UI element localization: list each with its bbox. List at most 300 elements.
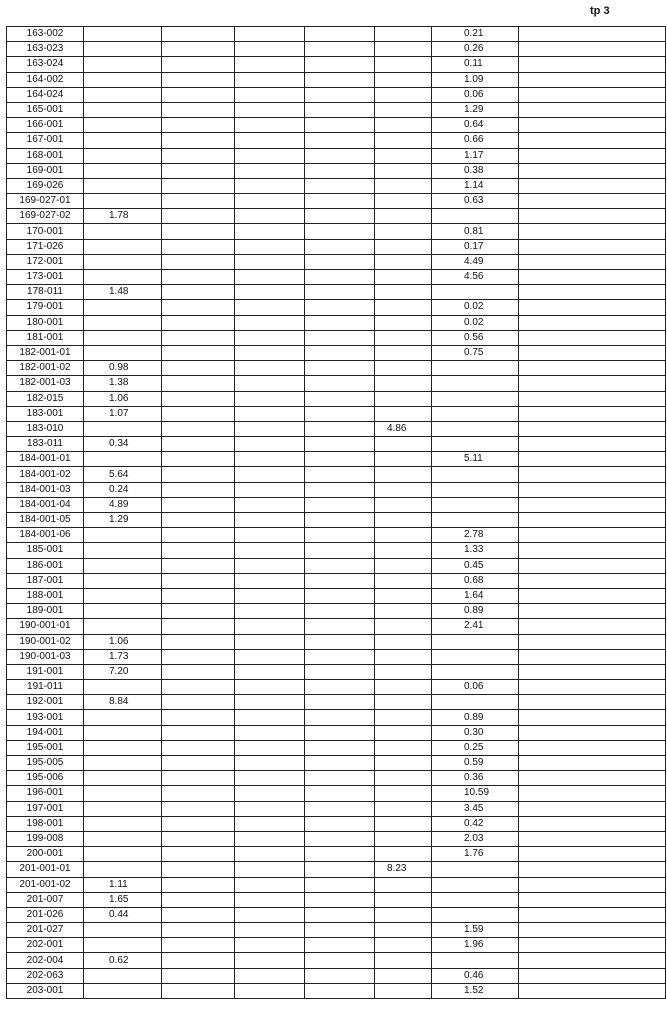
value-column-1-cell xyxy=(84,118,162,133)
value-column-5-cell xyxy=(375,452,432,467)
value-column-5-cell xyxy=(375,907,432,922)
table-row xyxy=(7,497,666,512)
empty-column-4-cell xyxy=(305,588,375,603)
value-column-6-cell: 0.63 xyxy=(432,194,519,209)
empty-column-7-cell xyxy=(519,938,666,953)
parcel-code-cell: 184-001-05 xyxy=(7,513,84,528)
value-column-6-cell: 0.42 xyxy=(432,816,519,831)
value-column-1-cell: 1.65 xyxy=(84,892,162,907)
value-column-1-cell xyxy=(84,163,162,178)
table-row xyxy=(7,72,666,87)
value-column-1-cell xyxy=(84,330,162,345)
value-column-5-cell xyxy=(375,573,432,588)
value-column-5-cell xyxy=(375,437,432,452)
empty-column-3-cell xyxy=(235,254,305,269)
empty-column-7-cell xyxy=(519,300,666,315)
table-row xyxy=(7,573,666,588)
empty-column-3-cell xyxy=(235,877,305,892)
empty-column-2-cell xyxy=(162,391,235,406)
empty-column-7-cell xyxy=(519,983,666,998)
value-column-5-cell xyxy=(375,619,432,634)
table-row xyxy=(7,968,666,983)
value-column-6-cell: 0.06 xyxy=(432,87,519,102)
value-column-1-cell: 1.07 xyxy=(84,406,162,421)
empty-column-4-cell xyxy=(305,421,375,436)
parcel-code-cell: 185-001 xyxy=(7,543,84,558)
parcel-code-cell: 183-010 xyxy=(7,421,84,436)
empty-column-4-cell xyxy=(305,816,375,831)
empty-column-2-cell xyxy=(162,588,235,603)
empty-column-4-cell xyxy=(305,831,375,846)
empty-column-2-cell xyxy=(162,634,235,649)
parcel-code-cell: 169-027-01 xyxy=(7,194,84,209)
empty-column-3-cell xyxy=(235,740,305,755)
table-row xyxy=(7,983,666,998)
table-row xyxy=(7,102,666,117)
value-column-6-cell: 2.78 xyxy=(432,528,519,543)
empty-column-7-cell xyxy=(519,634,666,649)
value-column-6-cell: 1.09 xyxy=(432,72,519,87)
parcel-code-cell: 169-027-02 xyxy=(7,209,84,224)
empty-column-2-cell xyxy=(162,756,235,771)
empty-column-3-cell xyxy=(235,725,305,740)
value-column-5-cell xyxy=(375,87,432,102)
value-column-6-cell: 1.14 xyxy=(432,178,519,193)
table-row xyxy=(7,361,666,376)
empty-column-4-cell xyxy=(305,634,375,649)
empty-column-2-cell xyxy=(162,831,235,846)
empty-column-2-cell xyxy=(162,376,235,391)
value-column-5-cell xyxy=(375,118,432,133)
empty-column-3-cell xyxy=(235,558,305,573)
value-column-6-cell: 0.02 xyxy=(432,315,519,330)
value-column-1-cell xyxy=(84,300,162,315)
empty-column-4-cell xyxy=(305,178,375,193)
parcel-code-cell: 188-001 xyxy=(7,588,84,603)
empty-column-4-cell xyxy=(305,300,375,315)
empty-column-4-cell xyxy=(305,862,375,877)
empty-column-4-cell xyxy=(305,664,375,679)
value-column-5-cell xyxy=(375,847,432,862)
parcel-code-cell: 192-001 xyxy=(7,695,84,710)
empty-column-3-cell xyxy=(235,482,305,497)
table-row xyxy=(7,330,666,345)
value-column-6-cell: 10.59 xyxy=(432,786,519,801)
value-column-1-cell xyxy=(84,42,162,57)
table-row xyxy=(7,877,666,892)
parcel-code-cell: 201-001-01 xyxy=(7,862,84,877)
empty-column-3-cell xyxy=(235,649,305,664)
empty-column-7-cell xyxy=(519,467,666,482)
table-row xyxy=(7,862,666,877)
empty-column-4-cell xyxy=(305,239,375,254)
empty-column-3-cell xyxy=(235,923,305,938)
value-column-6-cell xyxy=(432,695,519,710)
table-row xyxy=(7,406,666,421)
value-column-5-cell xyxy=(375,816,432,831)
value-column-6-cell: 1.17 xyxy=(432,148,519,163)
table-row xyxy=(7,588,666,603)
empty-column-2-cell xyxy=(162,923,235,938)
table-row xyxy=(7,133,666,148)
table-row xyxy=(7,345,666,360)
value-column-5-cell xyxy=(375,361,432,376)
value-column-6-cell xyxy=(432,664,519,679)
parcel-code-cell: 198-001 xyxy=(7,816,84,831)
value-column-5-cell xyxy=(375,528,432,543)
value-column-6-cell: 4.49 xyxy=(432,254,519,269)
empty-column-3-cell xyxy=(235,847,305,862)
empty-column-3-cell xyxy=(235,42,305,57)
empty-column-3-cell xyxy=(235,133,305,148)
empty-column-4-cell xyxy=(305,968,375,983)
table-row xyxy=(7,938,666,953)
empty-column-3-cell xyxy=(235,224,305,239)
parcel-code-cell: 169-026 xyxy=(7,178,84,193)
empty-column-2-cell xyxy=(162,406,235,421)
value-column-5-cell xyxy=(375,771,432,786)
value-column-5-cell xyxy=(375,786,432,801)
value-column-5-cell xyxy=(375,163,432,178)
value-column-1-cell xyxy=(84,847,162,862)
empty-column-2-cell xyxy=(162,437,235,452)
value-column-5-cell xyxy=(375,406,432,421)
table-row xyxy=(7,786,666,801)
empty-column-7-cell xyxy=(519,163,666,178)
value-column-6-cell: 1.96 xyxy=(432,938,519,953)
table-row xyxy=(7,756,666,771)
empty-column-7-cell xyxy=(519,588,666,603)
parcel-code-cell: 183-001 xyxy=(7,406,84,421)
value-column-5-cell xyxy=(375,923,432,938)
value-column-1-cell xyxy=(84,57,162,72)
empty-column-7-cell xyxy=(519,907,666,922)
parcel-table-body xyxy=(7,27,666,999)
empty-column-2-cell xyxy=(162,771,235,786)
empty-column-4-cell xyxy=(305,209,375,224)
empty-column-4-cell xyxy=(305,467,375,482)
parcel-code-cell: 186-001 xyxy=(7,558,84,573)
value-column-1-cell: 0.24 xyxy=(84,482,162,497)
value-column-6-cell: 2.41 xyxy=(432,619,519,634)
table-row xyxy=(7,391,666,406)
value-column-1-cell xyxy=(84,224,162,239)
value-column-6-cell: 0.38 xyxy=(432,163,519,178)
value-column-6-cell xyxy=(432,391,519,406)
empty-column-3-cell xyxy=(235,801,305,816)
empty-column-7-cell xyxy=(519,87,666,102)
value-column-6-cell: 0.68 xyxy=(432,573,519,588)
parcel-code-cell: 171-026 xyxy=(7,239,84,254)
table-row xyxy=(7,421,666,436)
value-column-6-cell: 1.76 xyxy=(432,847,519,862)
table-row xyxy=(7,528,666,543)
empty-column-7-cell xyxy=(519,847,666,862)
empty-column-7-cell xyxy=(519,543,666,558)
empty-column-2-cell xyxy=(162,664,235,679)
value-column-6-cell: 0.59 xyxy=(432,756,519,771)
value-column-5-cell xyxy=(375,983,432,998)
empty-column-3-cell xyxy=(235,953,305,968)
empty-column-3-cell xyxy=(235,102,305,117)
empty-column-4-cell xyxy=(305,376,375,391)
empty-column-4-cell xyxy=(305,619,375,634)
table-row xyxy=(7,831,666,846)
empty-column-3-cell xyxy=(235,345,305,360)
parcel-code-cell: 184-001-01 xyxy=(7,452,84,467)
empty-column-7-cell xyxy=(519,923,666,938)
empty-column-2-cell xyxy=(162,695,235,710)
table-row xyxy=(7,376,666,391)
value-column-5-cell xyxy=(375,270,432,285)
value-column-5-cell xyxy=(375,345,432,360)
empty-column-2-cell xyxy=(162,57,235,72)
empty-column-4-cell xyxy=(305,270,375,285)
empty-column-7-cell xyxy=(519,482,666,497)
table-row xyxy=(7,27,666,42)
empty-column-2-cell xyxy=(162,513,235,528)
parcel-code-cell: 191-001 xyxy=(7,664,84,679)
value-column-5-cell xyxy=(375,133,432,148)
parcel-code-cell: 170-001 xyxy=(7,224,84,239)
table-row xyxy=(7,194,666,209)
table-row xyxy=(7,285,666,300)
value-column-1-cell xyxy=(84,345,162,360)
empty-column-7-cell xyxy=(519,452,666,467)
empty-column-2-cell xyxy=(162,285,235,300)
value-column-1-cell xyxy=(84,710,162,725)
empty-column-3-cell xyxy=(235,938,305,953)
empty-column-4-cell xyxy=(305,102,375,117)
empty-column-4-cell xyxy=(305,558,375,573)
empty-column-3-cell xyxy=(235,983,305,998)
empty-column-2-cell xyxy=(162,968,235,983)
empty-column-3-cell xyxy=(235,178,305,193)
table-row xyxy=(7,42,666,57)
table-row xyxy=(7,634,666,649)
value-column-5-cell xyxy=(375,634,432,649)
value-column-5-cell xyxy=(375,224,432,239)
empty-column-4-cell xyxy=(305,725,375,740)
value-column-1-cell xyxy=(84,528,162,543)
value-column-1-cell xyxy=(84,801,162,816)
table-row xyxy=(7,452,666,467)
empty-column-7-cell xyxy=(519,209,666,224)
empty-column-7-cell xyxy=(519,604,666,619)
value-column-5-cell xyxy=(375,482,432,497)
value-column-1-cell: 0.44 xyxy=(84,907,162,922)
value-column-5-cell xyxy=(375,710,432,725)
empty-column-7-cell xyxy=(519,831,666,846)
empty-column-7-cell xyxy=(519,330,666,345)
table-row xyxy=(7,801,666,816)
empty-column-4-cell xyxy=(305,983,375,998)
value-column-6-cell: 0.17 xyxy=(432,239,519,254)
empty-column-3-cell xyxy=(235,573,305,588)
empty-column-2-cell xyxy=(162,330,235,345)
parcel-code-cell: 195-006 xyxy=(7,771,84,786)
empty-column-3-cell xyxy=(235,543,305,558)
value-column-5-cell xyxy=(375,72,432,87)
parcel-code-cell: 197-001 xyxy=(7,801,84,816)
table-row xyxy=(7,680,666,695)
value-column-1-cell: 1.38 xyxy=(84,376,162,391)
empty-column-2-cell xyxy=(162,558,235,573)
value-column-6-cell xyxy=(432,907,519,922)
value-column-1-cell xyxy=(84,239,162,254)
table-row xyxy=(7,178,666,193)
value-column-6-cell xyxy=(432,376,519,391)
value-column-6-cell: 1.29 xyxy=(432,102,519,117)
empty-column-4-cell xyxy=(305,285,375,300)
value-column-6-cell xyxy=(432,467,519,482)
value-column-6-cell: 0.26 xyxy=(432,42,519,57)
parcel-code-cell: 182-001-02 xyxy=(7,361,84,376)
empty-column-4-cell xyxy=(305,513,375,528)
value-column-5-cell xyxy=(375,513,432,528)
value-column-5-cell xyxy=(375,497,432,512)
value-column-1-cell xyxy=(84,604,162,619)
table-row xyxy=(7,923,666,938)
empty-column-4-cell xyxy=(305,315,375,330)
empty-column-7-cell xyxy=(519,391,666,406)
parcel-code-cell: 202-001 xyxy=(7,938,84,953)
empty-column-2-cell xyxy=(162,528,235,543)
value-column-1-cell xyxy=(84,543,162,558)
table-row xyxy=(7,604,666,619)
table-row xyxy=(7,649,666,664)
empty-column-2-cell xyxy=(162,467,235,482)
empty-column-2-cell xyxy=(162,27,235,42)
empty-column-3-cell xyxy=(235,467,305,482)
value-column-1-cell xyxy=(84,87,162,102)
empty-column-7-cell xyxy=(519,695,666,710)
value-column-5-cell xyxy=(375,42,432,57)
parcel-code-cell: 203-001 xyxy=(7,983,84,998)
empty-column-3-cell xyxy=(235,209,305,224)
value-column-6-cell xyxy=(432,634,519,649)
value-column-1-cell xyxy=(84,558,162,573)
empty-column-2-cell xyxy=(162,72,235,87)
empty-column-7-cell xyxy=(519,725,666,740)
parcel-code-cell: 179-001 xyxy=(7,300,84,315)
parcel-code-cell: 178-011 xyxy=(7,285,84,300)
parcel-code-cell: 200-001 xyxy=(7,847,84,862)
empty-column-2-cell xyxy=(162,862,235,877)
value-column-1-cell xyxy=(84,178,162,193)
value-column-1-cell xyxy=(84,862,162,877)
empty-column-3-cell xyxy=(235,604,305,619)
parcel-code-cell: 191-011 xyxy=(7,680,84,695)
parcel-code-cell: 194-001 xyxy=(7,725,84,740)
value-column-5-cell xyxy=(375,604,432,619)
empty-column-2-cell xyxy=(162,482,235,497)
value-column-6-cell: 0.89 xyxy=(432,710,519,725)
empty-column-2-cell xyxy=(162,877,235,892)
value-column-6-cell xyxy=(432,437,519,452)
empty-column-2-cell xyxy=(162,604,235,619)
empty-column-7-cell xyxy=(519,573,666,588)
empty-column-3-cell xyxy=(235,148,305,163)
value-column-6-cell: 0.21 xyxy=(432,27,519,42)
value-column-5-cell xyxy=(375,285,432,300)
parcel-code-cell: 181-001 xyxy=(7,330,84,345)
value-column-5-cell xyxy=(375,102,432,117)
empty-column-2-cell xyxy=(162,801,235,816)
empty-column-7-cell xyxy=(519,194,666,209)
empty-column-4-cell xyxy=(305,254,375,269)
parcel-code-cell: 201-026 xyxy=(7,907,84,922)
empty-column-2-cell xyxy=(162,938,235,953)
value-column-5-cell: 8.23 xyxy=(375,862,432,877)
value-column-5-cell xyxy=(375,330,432,345)
empty-column-2-cell xyxy=(162,178,235,193)
empty-column-4-cell xyxy=(305,907,375,922)
value-column-1-cell xyxy=(84,756,162,771)
value-column-1-cell xyxy=(84,938,162,953)
table-row xyxy=(7,57,666,72)
value-column-1-cell xyxy=(84,194,162,209)
value-column-1-cell: 1.06 xyxy=(84,634,162,649)
value-column-1-cell xyxy=(84,786,162,801)
parcel-code-cell: 182-001-01 xyxy=(7,345,84,360)
empty-column-7-cell xyxy=(519,254,666,269)
empty-column-2-cell xyxy=(162,421,235,436)
value-column-1-cell xyxy=(84,740,162,755)
parcel-code-cell: 169-001 xyxy=(7,163,84,178)
empty-column-2-cell xyxy=(162,133,235,148)
empty-column-7-cell xyxy=(519,619,666,634)
empty-column-3-cell xyxy=(235,391,305,406)
value-column-5-cell xyxy=(375,391,432,406)
parcel-code-cell: 167-001 xyxy=(7,133,84,148)
table-row xyxy=(7,619,666,634)
empty-column-3-cell xyxy=(235,421,305,436)
empty-column-2-cell xyxy=(162,118,235,133)
value-column-6-cell: 1.59 xyxy=(432,923,519,938)
value-column-6-cell xyxy=(432,513,519,528)
empty-column-4-cell xyxy=(305,163,375,178)
page-number-label: tp 3 xyxy=(590,5,610,17)
empty-column-3-cell xyxy=(235,619,305,634)
value-column-5-cell xyxy=(375,588,432,603)
value-column-1-cell xyxy=(84,133,162,148)
value-column-6-cell: 0.89 xyxy=(432,604,519,619)
value-column-1-cell: 1.06 xyxy=(84,391,162,406)
empty-column-2-cell xyxy=(162,270,235,285)
empty-column-4-cell xyxy=(305,27,375,42)
empty-column-2-cell xyxy=(162,847,235,862)
empty-column-4-cell xyxy=(305,437,375,452)
empty-column-3-cell xyxy=(235,27,305,42)
parcel-code-cell: 202-004 xyxy=(7,953,84,968)
table-row xyxy=(7,771,666,786)
value-column-1-cell xyxy=(84,771,162,786)
value-column-5-cell xyxy=(375,209,432,224)
empty-column-4-cell xyxy=(305,847,375,862)
parcel-code-cell: 190-001-02 xyxy=(7,634,84,649)
empty-column-2-cell xyxy=(162,224,235,239)
empty-column-7-cell xyxy=(519,72,666,87)
value-column-5-cell xyxy=(375,801,432,816)
value-column-1-cell xyxy=(84,270,162,285)
table-row xyxy=(7,816,666,831)
empty-column-7-cell xyxy=(519,710,666,725)
parcel-code-cell: 184-001-04 xyxy=(7,497,84,512)
value-column-1-cell: 0.98 xyxy=(84,361,162,376)
empty-column-7-cell xyxy=(519,786,666,801)
value-column-1-cell xyxy=(84,315,162,330)
